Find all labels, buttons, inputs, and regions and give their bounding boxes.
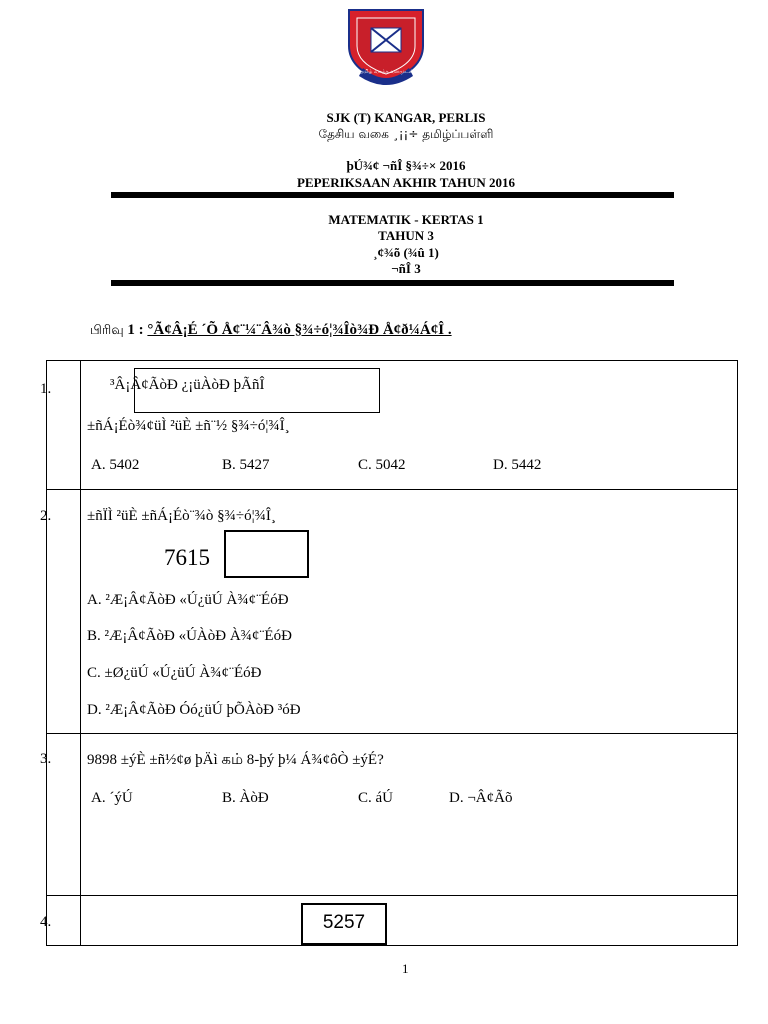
question-2-option-b[interactable]: B. ²Æ¡Â¢ÃòÐ «ÚÀòÐ À¾¢¨ÉóÐ (87, 628, 292, 644)
question-4-number-display: 5257 (322, 912, 366, 933)
question-3-option-c[interactable]: C. áÚ (358, 790, 393, 806)
subject: MATEMATIK - KERTAS 1 (328, 212, 484, 227)
school-name-tamil: தேசிய வகை ¸¡¡÷ தமிழ்ப்பள்ளி (318, 127, 494, 141)
question-2-option-c[interactable]: C. ±Ø¿üÚ «Ú¿üÚ À¾¢¨ÉóÐ (87, 665, 262, 681)
exam-title: PEPERIKSAAN AKHIR TAHUN 2016 (296, 175, 516, 190)
duration-tamil: ¸¢¾õ (¾û 1) (373, 245, 439, 260)
question-3-option-d[interactable]: D. ¬Â¢Ãõ (449, 790, 513, 806)
header-rule-bottom (111, 280, 674, 286)
row-divider-3 (46, 895, 737, 896)
question-1-option-a[interactable]: A. 5402 (91, 457, 140, 473)
exam-title-tamil: þÚ¾¢ ¬ñÎ §¾÷× 2016 (346, 158, 466, 173)
question-1-option-b[interactable]: B. 5427 (222, 457, 270, 473)
question-1-option-c[interactable]: C. 5042 (358, 457, 406, 473)
question-3-number: 3. (40, 751, 52, 767)
logo-motto: தமிழ் வாழ்க வளமுடன் (360, 69, 414, 75)
question-2-text: ±ñÏÌ ²üÈ ±ñÁ¡Éò¨¾ò §¾÷ó¦¾Î¸ (87, 508, 276, 524)
question-1-text: ±ñÁ¡Éò¾¢üÌ ²üÈ ±ñ¨½ §¾÷ó¦¾Î¸ (87, 418, 290, 434)
question-2-number: 2. (40, 508, 52, 524)
question-1-option-d[interactable]: D. 5442 (493, 457, 542, 473)
question-2-option-a[interactable]: A. ²Æ¡Â¢ÃòÐ «Ú¿üÚ À¾¢¨ÉóÐ (87, 592, 289, 608)
table-column-divider (80, 360, 81, 945)
question-3-text: 9898 ±ýÈ ±ñ½¢ø þÄì கம் 8-þý þ¼ Á¾¢ôÒ ±ýÉ? (87, 752, 384, 768)
question-2-option-d[interactable]: D. ²Æ¡Â¢ÃòÐ Óó¿üÚ þÕÀòÐ ³óÐ (87, 702, 301, 718)
question-4-number: 4. (40, 914, 52, 930)
question-table (46, 360, 738, 946)
section-prefix: பிரிவு (90, 323, 124, 338)
page-number: 1 (402, 961, 409, 976)
hours: ¬ñÎ 3 (391, 261, 421, 276)
year: TAHUN 3 (378, 228, 434, 243)
question-3-option-b[interactable]: B. ÀòÐ (222, 790, 269, 806)
question-1-number: 1. (40, 381, 52, 397)
row-divider-1 (46, 489, 737, 490)
row-divider-2 (46, 733, 737, 734)
question-2-number-display: 7615 (164, 545, 210, 570)
question-2-number-box (224, 530, 309, 578)
section-heading (90, 322, 452, 339)
header-rule-top (111, 192, 674, 198)
school-name: SJK (T) KANGAR, PERLIS (326, 110, 486, 125)
question-3-option-a[interactable]: A. ´ýÚ (91, 790, 133, 806)
question-1-box-text: ³Â¡Â¢ÃòÐ ¿¡üÀòÐ þÃñÎ (110, 377, 265, 393)
section-number: 1 : (127, 322, 144, 338)
section-instruction: °Ã¢Â¡É ´Õ Å¢¨¼¨Â¾ò §¾÷ó¦¾Îò¾Ð Å¢ð¼Á¢Î . (147, 322, 452, 338)
